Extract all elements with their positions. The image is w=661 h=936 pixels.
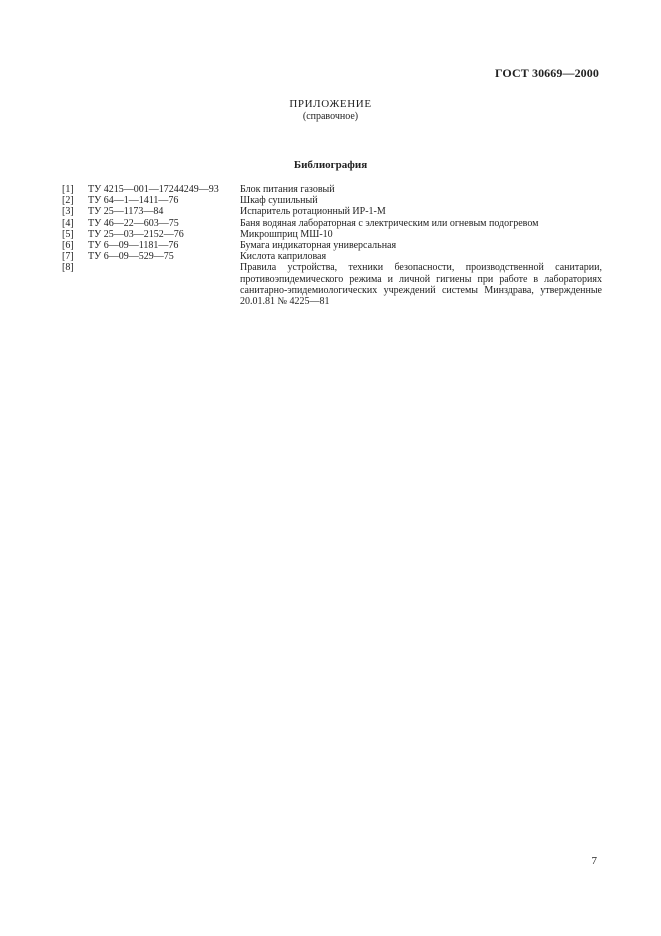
bibliography-item-title: Блок питания газовый	[240, 184, 335, 195]
bibliography-item-title: Баня водяная лабораторная с электрическим или огневым подогревом	[240, 217, 539, 229]
bibliography-item	[62, 206, 602, 217]
page-number: 7	[591, 855, 597, 867]
bibliography-item-title: Шкаф сушильный	[240, 195, 318, 207]
appendix-subtitle: (справочное)	[302, 111, 359, 122]
bibliography-item-code: ТУ 25—1173—84	[88, 206, 164, 218]
bibliography-item	[62, 229, 602, 240]
bibliography-item-title: Микрошприц МШ-10	[240, 228, 333, 240]
bibliography-item-number: [4]	[62, 217, 74, 229]
bibliography-item-title: Испаритель ротационный ИР-1-М	[240, 206, 386, 218]
bibliography-item-number: [7]	[62, 251, 74, 263]
bibliography-item	[62, 195, 602, 206]
bibliography-item-code: ТУ 6—09—529—75	[88, 251, 174, 263]
bibliography-item-code: ТУ 4215—001—17244249—93	[88, 184, 219, 195]
document-standard-number: ГОСТ 30669—2000	[495, 66, 599, 80]
bibliography-item	[62, 184, 602, 195]
bibliography-item	[62, 251, 602, 262]
bibliography-item-code: ТУ 46—22—603—75	[88, 217, 179, 229]
bibliography-item	[62, 218, 602, 229]
bibliography-item-title: Кислота каприловая	[240, 251, 327, 263]
bibliography-item-title: Бумага индикаторная универсальная	[240, 240, 397, 252]
bibliography-item-number: [1]	[62, 184, 74, 195]
bibliography-item-number: [2]	[62, 195, 74, 207]
bibliography-item-code	[88, 262, 240, 307]
bibliography-item	[62, 262, 602, 307]
bibliography-item-number: [3]	[62, 206, 74, 218]
bibliography-item-number: [8]	[62, 262, 74, 274]
appendix-title: ПРИЛОЖЕНИЕ	[289, 98, 372, 110]
bibliography-item-code: ТУ 25—03—2152—76	[88, 228, 184, 240]
appendix-heading	[0, 98, 661, 123]
bibliography-item-code: ТУ 64—1—1411—76	[88, 195, 179, 207]
bibliography-list	[62, 184, 602, 307]
bibliography-item-number: [5]	[62, 228, 74, 240]
bibliography-item-number: [6]	[62, 240, 74, 252]
bibliography-item-code: ТУ 6—09—1181—76	[88, 240, 179, 252]
bibliography-item-title: Правила устройства, техники безопасности, производственной санитарии, противоэпидемического режима и личной гигиены при работе в лабораториях санитарно-эпидемиологических учреждений системы Минздрава, утвержденные 20.01.81 № 4225—81	[240, 262, 602, 308]
bibliography-item	[62, 240, 602, 251]
bibliography-title: Библиография	[293, 159, 368, 171]
